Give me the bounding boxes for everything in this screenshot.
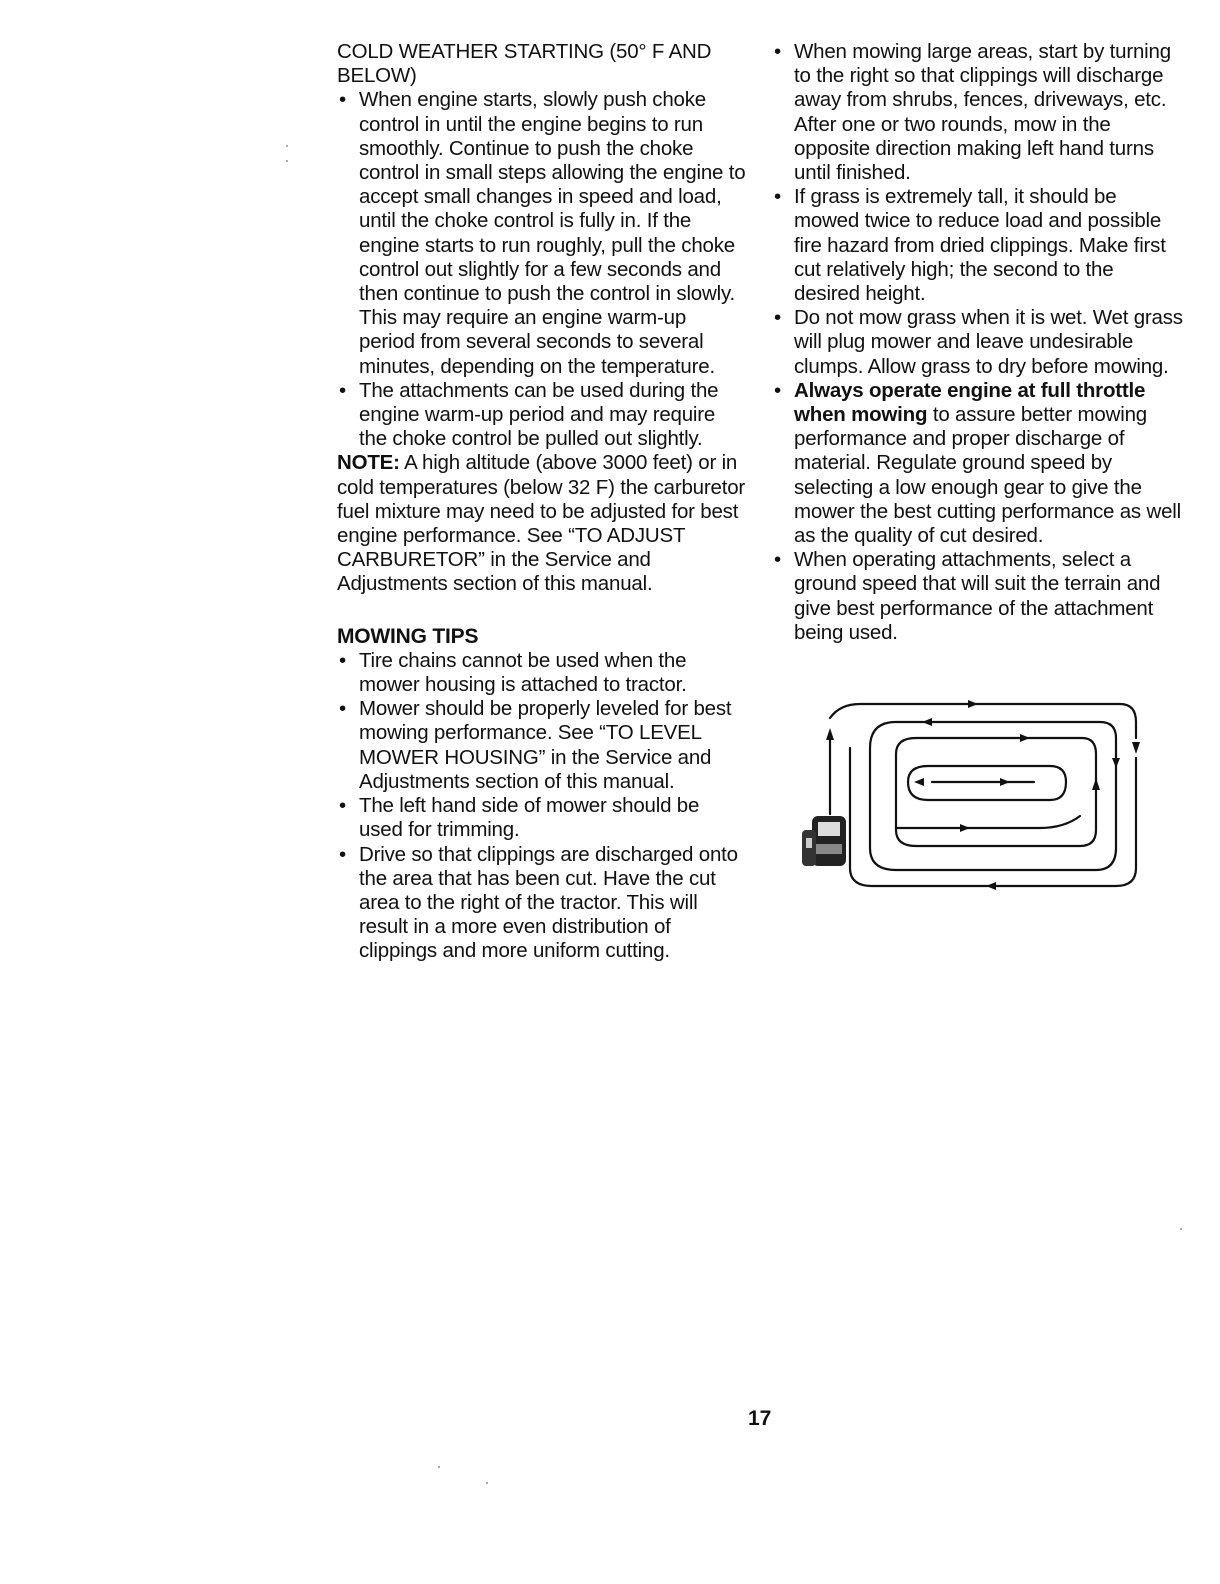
throttle-rest-text: to assure better mowing performance and proper discharge of material. Regulate ground speed by selecting a low enough gear to give the mower the best cutting performance as well as the quality of cut desired. [794, 403, 1181, 548]
list-item: • Mower should be properly leveled for best mowing performance. See “TO LEVEL MOWER HOUSING” in the Service and Adjustments section of this manual. [337, 697, 747, 794]
list-item: • The attachments can be used during the engine warm-up period and may require the choke control be pulled out slightly. [337, 379, 747, 452]
note-label: NOTE: [337, 451, 400, 475]
throttle-bold-text: Always operate engine at full throttle when mowing [794, 378, 1146, 427]
scan-speck [286, 160, 288, 162]
mowing-tips-heading: MOWING TIPS [337, 624, 479, 648]
page-number: 17 [748, 1407, 772, 1430]
note-text: A high altitude (above 3000 feet) or in cold temperatures (below 32 F) the carburetor fuel mixture may need to be adjusted for best engine performance. See “TO ADJUST CARBURETOR” in the Service and Adjustments section of this manual. [337, 451, 746, 596]
scan-speck [438, 1466, 440, 1468]
list-item-throttle [772, 379, 1184, 548]
second-loop [870, 722, 1116, 870]
list-item: • Tire chains cannot be used when the mower housing is attached to tractor. [337, 649, 747, 697]
tractor-icon [802, 816, 846, 866]
mowing-pattern-diagram-icon [800, 698, 1150, 893]
third-loop [896, 738, 1096, 846]
scan-speck [486, 1482, 488, 1484]
right-tips-list [772, 40, 1184, 645]
cold-weather-heading: COLD WEATHER STARTING (50° F AND BELOW) [337, 40, 712, 88]
left-column [337, 40, 747, 964]
cold-weather-list [337, 88, 747, 451]
note-paragraph [337, 451, 747, 596]
list-item: • Drive so that clippings are discharged onto the area that has been cut. Have the cut area to the right of the tractor. This will result in a more even distribution of clippings and more uniform cutting. [337, 843, 747, 964]
outer-path-loop [850, 748, 1136, 886]
list-item: • When engine starts, slowly push choke control in until the engine begins to run smoothly. Continue to push the choke control in small steps allowing the engine to accept small changes in speed and load, until the choke control is fully in. If the engine starts to run roughly, pull the choke control out slightly for a few seconds and then continue to push the control in slowly. This may require an engine warm-up period from several seconds to several minutes, depending on the temperature. [337, 88, 747, 378]
list-item: • The left hand side of mower should be used for trimming. [337, 794, 747, 842]
mowing-tips-list [337, 649, 747, 964]
scan-speck [1180, 1228, 1182, 1230]
scan-speck [286, 145, 288, 147]
list-item: • If grass is extremely tall, it should be mowed twice to reduce load and possible fire hazard from dried clippings. Make first cut relatively high; the second to the desired height. [772, 185, 1184, 306]
list-item: • When operating attachments, select a ground speed that will suit the terrain and give best performance of the attachment being used. [772, 548, 1184, 645]
list-item: • When mowing large areas, start by turning to the right so that clippings will discharge away from shrubs, fences, driveways, etc. After one or two rounds, mow in the opposite direction making left hand turns until finished. [772, 40, 1184, 185]
bottom-track [896, 816, 1080, 828]
list-item: • Do not mow grass when it is wet. Wet grass will plug mower and leave undesirable clumps. Allow grass to dry before mowing. [772, 306, 1184, 379]
right-column [772, 40, 1184, 645]
